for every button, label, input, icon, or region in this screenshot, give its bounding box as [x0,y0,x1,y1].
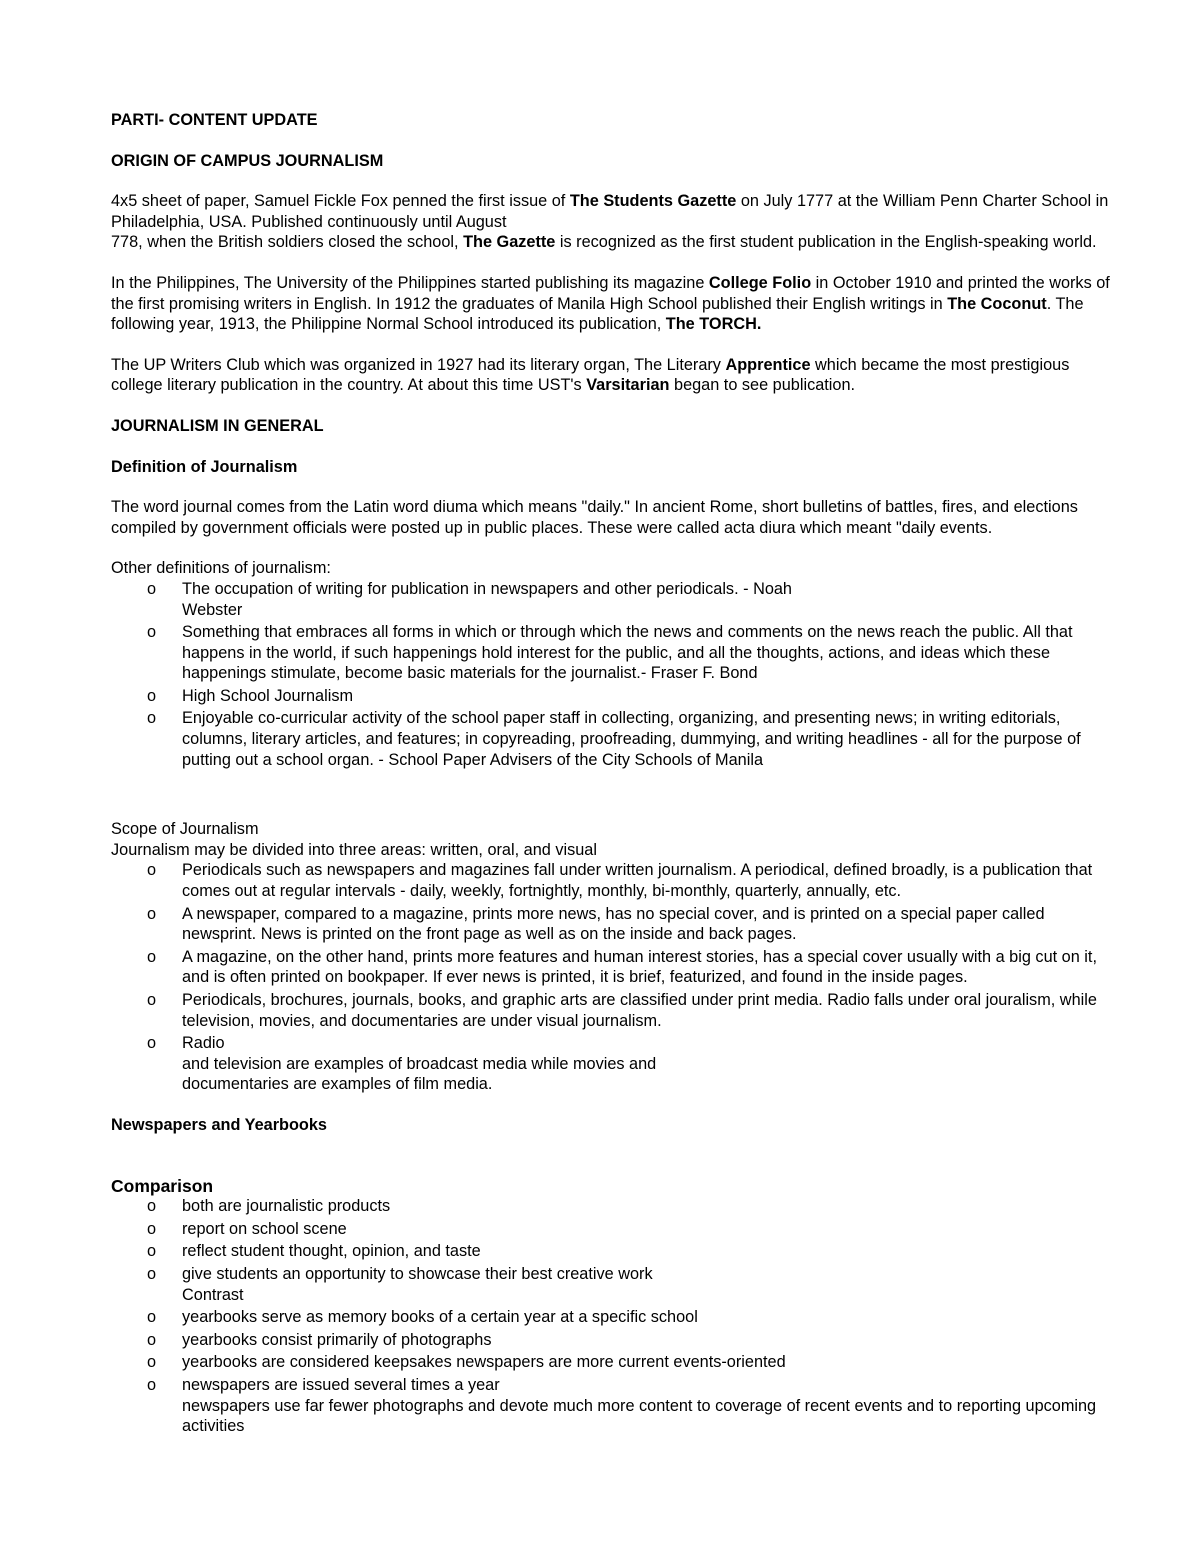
heading-newspapers-yearbooks: Newspapers and Yearbooks [111,1115,327,1134]
heading-origin: ORIGIN OF CAMPUS JOURNALISM [111,151,384,170]
list-item: o Radio and television are examples of broadcast media while movies and documentaries are examples of film media. [147,1034,657,1094]
document-page [111,110,1121,1439]
bullet-icon: o [147,1219,157,1238]
bullet-icon: o [147,1264,157,1283]
bullet-icon: o [147,1330,157,1349]
contrast-label: Contrast [182,1285,244,1304]
heading-definition: Definition of Journalism [111,457,298,476]
bullet-icon: o [147,709,157,728]
bullet-icon: o [147,1308,157,1327]
list-item: o Something that embraces all forms in which or through which the news and comments on the news reach the public. All that happens in the world, if such happenings hold interest for the public, and all the thoughts, actions, and ideas which these happenings stimulate, become basic materials for the journalist.- Fraser F. Bond [147,623,1073,683]
heading-part: PARTI- CONTENT UPDATE [111,111,318,129]
comparison-list [111,1196,1121,1437]
bullet-icon: o [147,947,157,966]
paragraph-gazette: 4x5 sheet of paper, Samuel Fickle Fox penned the first issue of The Students Gazette on July 1777 at the William Penn Charter School in Philadelphia, USA. Published continuously until August 778, when the British soldiers closed the school, The Gazette is recognized as the first student publication in the English-speaking world. [111,192,1109,252]
list-item: o reflect student thought, opinion, and taste [147,1242,481,1261]
list-item: o report on school scene [147,1219,347,1238]
bullet-icon: o [147,1353,157,1372]
list-item: o Periodicals, brochures, journals, books, and graphic arts are classified under print media. Radio falls under oral jouralism, while television, movies, and documentaries are under visual journalism. [147,991,1097,1030]
scope-label: Scope of Journalism [111,820,259,839]
other-definitions-label: Other definitions of journalism: [111,559,331,578]
bullet-icon: o [147,904,157,923]
list-item: o High School Journalism [147,686,354,705]
title-gazette: The Gazette [463,233,556,252]
list-item: o A newspaper, compared to a magazine, prints more news, has no special cover, and is printed on a special paper called newsprint. News is printed on the front page as well as on the inside and back pages. [147,904,1045,944]
heading-journalism-general: JOURNALISM IN GENERAL [111,416,324,435]
list-item: o both are journalistic products [147,1197,391,1216]
paragraph-word-journal: The word journal comes from the Latin word diuma which means "daily." In ancient Rome, short bulletins of battles, fires, and elections compiled by government officials were posted up in public places. These were called acta diura which meant "daily events. [111,498,1078,537]
title-students-gazette: The Students Gazette [569,192,737,211]
bullet-icon: o [147,579,157,598]
paragraph-up-writers: The UP Writers Club which was organized in 1927 had its literary organ, The Literary Apprentice which became the most prestigious college literary publication in the country. At about this time UST's Varsitarian began to see publication. [111,355,1070,395]
list-item: o yearbooks are considered keepsakes newspapers are more current events-oriented [147,1353,786,1372]
bullet-icon: o [147,1375,157,1394]
list-item: o yearbooks consist primarily of photographs [147,1330,492,1349]
bullet-icon: o [147,1197,157,1216]
title-college-folio: College Folio [708,273,812,292]
heading-comparison: Comparison [111,1175,214,1196]
title-coconut: The Coconut [947,294,1047,313]
bullet-icon: o [147,686,157,705]
title-varsitarian: Varsitarian [586,376,670,395]
bullet-icon: o [147,1034,157,1053]
bullet-icon: o [147,1242,157,1261]
scope-intro: Journalism may be divided into three areas: written, oral, and visual [111,840,597,859]
bullet-icon: o [147,861,157,880]
list-item: o give students an opportunity to showcase their best creative work Contrast [147,1264,653,1304]
contrast-tail: newspapers use far fewer photographs and devote much more content to coverage of recent events and to reporting upcoming activities [182,1396,1097,1436]
scope-list [111,860,1121,1095]
list-item: o Enjoyable co-curricular activity of the school paper staff in collecting, organizing, and presenting news; in writing editorials, columns, literary articles, and features; in copyreading, proofreading, dummying, and writing headlines - all for the purpose of putting out a school organ. - School Paper Advisers of the City Schools of Manila [147,709,1081,769]
title-torch: The TORCH. [665,315,762,334]
list-item: o newspapers are issued several times a year newspapers use far fewer photographs and devote much more content to coverage of recent events and to reporting upcoming activities [147,1375,1097,1436]
title-apprentice: Apprentice [725,355,811,374]
list-item: o Periodicals such as newspapers and magazines fall under written journalism. A periodical, defined broadly, is a publication that comes out at regular intervals - daily, weekly, fortnightly, monthly, bi-monthly, quarterly, annually, etc. [147,861,1093,901]
bullet-icon: o [147,991,157,1009]
list-item: o yearbooks serve as memory books of a certain year at a specific school [147,1308,698,1327]
paragraph-philippines: In the Philippines, The University of the Philippines started publishing its magazine College Folio in October 1910 and printed the works of the first promising writers in English. In 1912 the graduates of Manila High School published their English writings in The Coconut. The following year, 1913, the Philippine Normal School introduced its publication, The TORCH. [111,273,1110,334]
bullet-icon: o [147,623,157,642]
list-item: o A magazine, on the other hand, prints more features and human interest stories, has a special cover usually with a big cut on it, and is often printed on bookpaper. If ever news is printed, it is brief, featurized, and found in the inside pages. [147,947,1097,987]
list-item: o The occupation of writing for publication in newspapers and other periodicals. - Noah Webster [147,579,792,619]
definitions-list [111,579,1121,770]
